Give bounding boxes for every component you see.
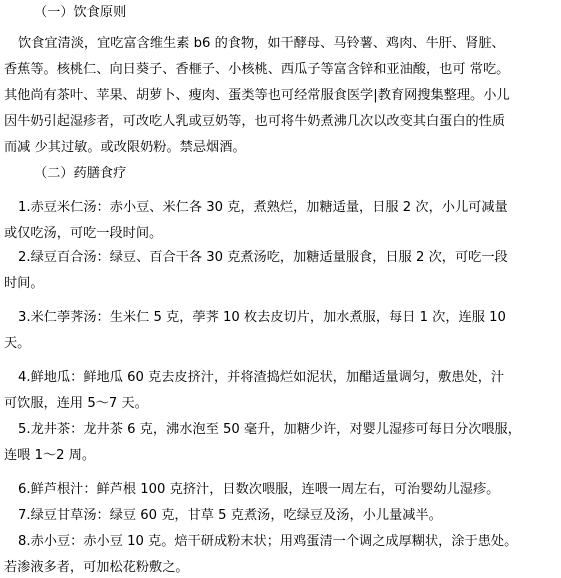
- section-heading-diet-therapy: （二）药膳食疗: [34, 166, 127, 181]
- paragraph-line: 饮食宜清淡，宜吃富含维生素 b6 的食物，如干酵母、马铃薯、鸡肉、牛肝、肾脏、: [18, 36, 505, 51]
- recipe-line: 或仅吃汤，可吃一段时间。: [4, 226, 163, 241]
- paragraph-line: 其他尚有茶叶、苹果、胡萝卜、瘦肉、蛋类等也可经常服食医学|教育网搜集整理。小儿: [4, 88, 510, 103]
- recipe-line: 若渗液多者，可加松花粉敷之。: [4, 560, 189, 575]
- recipe-line: 6.鲜芦根汁：鲜芦根 100 克挤汁，日数次喂服，连喂一周左右，可治婴幼儿湿疹。: [18, 482, 500, 497]
- recipe-line: 2.绿豆百合汤：绿豆、百合干各 30 克煮汤吃，加糖适量服食，日服 2 次，可吃一段: [18, 250, 508, 265]
- recipe-line: 天。: [4, 336, 31, 351]
- recipe-line: 连喂 1～2 周。: [4, 448, 96, 463]
- recipe-line: 时间。: [4, 276, 44, 291]
- section-heading-diet-principles: （一）饮食原则: [34, 5, 127, 20]
- paragraph-line: 因牛奶引起湿疹者，可改吃人乳或豆奶等，也可将牛奶煮沸几次以改变其白蛋白的性质: [4, 114, 506, 129]
- recipe-line: 8.赤小豆：赤小豆 10 克。焙干研成粉末状；用鸡蛋清一个调之成厚糊状，涂于患处。: [18, 534, 518, 549]
- recipe-line: 4.鲜地瓜：鲜地瓜 60 克去皮挤汁，并将渣捣烂如泥状，加醋适量调匀，敷患处，汁: [18, 370, 505, 385]
- paragraph-line: 而减 少其过敏。或改限奶粉。禁忌烟酒。: [4, 140, 246, 155]
- recipe-line: 3.米仁荸荠汤：生米仁 5 克，荸荠 10 枚去皮切片，加水煮服，每日 1 次，连服 10: [18, 310, 506, 325]
- recipe-line: 可饮服，连用 5～7 天。: [4, 396, 148, 411]
- paragraph-line: 香蕉等。核桃仁、向日葵子、香榧子、小核桃、西瓜子等富含锌和亚油酸，也可 常吃。: [4, 62, 510, 77]
- recipe-line: 1.赤豆米仁汤：赤小豆、米仁各 30 克，煮熟烂，加糖适量，日服 2 次，小儿可减量: [18, 200, 508, 215]
- recipe-line: 7.绿豆甘草汤：绿豆 60 克，甘草 5 克煮汤，吃绿豆及汤，小儿量减半。: [18, 508, 442, 523]
- recipe-line: 5.龙井茶：龙井茶 6 克，沸水泡至 50 毫升，加糖少许，对婴儿湿疹可每日分次喂服，: [18, 422, 521, 437]
